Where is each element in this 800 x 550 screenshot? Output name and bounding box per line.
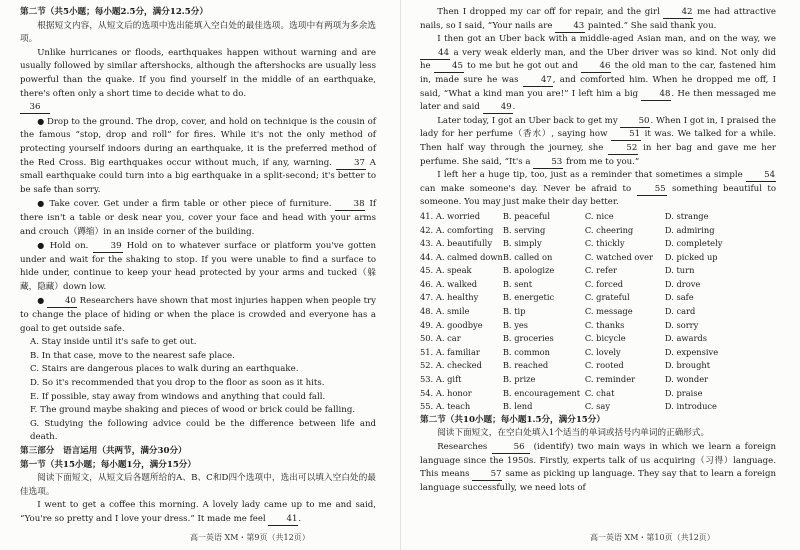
- choice-option: C. thanks: [584, 319, 625, 330]
- choice-option: C. thickly: [584, 238, 625, 249]
- section1-title: 第一节（共15小题；每小题1分，满分15分）: [20, 459, 196, 470]
- choice-option: D. sorry: [664, 319, 699, 330]
- passage-intro: Unlike hurricanes or floods, earthquakes happen without warning and are usually followed by similar aftershocks, although the aftershocks are usually less powerful than the quake. If you find yourself in the middle of an earthquake, there's often only a short time to decide what to do.: [20, 47, 376, 99]
- choice-option: B. yes: [502, 319, 529, 330]
- choice-option: 49. A. goodbye: [420, 319, 483, 330]
- choice-option: 43. A. beautifully: [420, 238, 493, 249]
- choice-option: B. energetic: [502, 292, 555, 303]
- choice-option: D. introduce: [664, 401, 717, 412]
- blank-47: 47: [523, 75, 553, 87]
- choice-option: D. drove: [664, 278, 701, 289]
- choice-option: 45. A. speak: [420, 265, 472, 276]
- choice-row: [420, 291, 776, 305]
- blank-57: 57: [472, 469, 502, 481]
- choice-option: C. bicycle: [584, 333, 626, 344]
- choice-option: B. sent: [502, 278, 533, 289]
- bullet-icon: ●: [37, 116, 45, 126]
- choice-option: 54. A. honor: [420, 387, 472, 398]
- choice-row: [420, 400, 776, 414]
- choice-option: B. reached: [502, 360, 549, 371]
- choice-option: 41. A. worried: [420, 210, 481, 221]
- paragraph-research: ● 40 Researchers have shown that most injuries happen when people try to change the place of hiding or when the place is crowded and everyone has a goal to get outside safe.: [20, 296, 376, 334]
- blank-48: 48: [641, 89, 671, 101]
- blank-36: 36: [20, 102, 50, 114]
- choice-option: 50. A. car: [420, 333, 461, 344]
- blank-52: 52: [608, 143, 638, 155]
- blank-49: 49: [483, 102, 513, 114]
- option-c: C. Stairs are dangerous places to walk during an earthquake.: [30, 364, 299, 375]
- choice-option: 48. A. smile: [420, 306, 470, 317]
- section2b-title: 第二节（共10小题；每小题1.5分，满分15分）: [420, 414, 605, 425]
- choice-option: C. forced: [584, 278, 624, 289]
- story-paragraph-1: Then I dropped my car off for repair, and the girl 42 me had attractive nails, so I said, “Your nails are 43 painted.” She said thank you.: [420, 7, 776, 31]
- choice-option: 51. A. familiar: [420, 346, 480, 357]
- page-divider: [400, 0, 401, 550]
- blank-44: 44: [420, 48, 450, 60]
- choice-row: [420, 319, 776, 333]
- choice-option: 44. A. calmed down: [420, 251, 503, 262]
- choice-option: D. brought: [664, 360, 711, 371]
- choice-option: D. card: [664, 306, 696, 317]
- option-g: G. Studying the following advice could be the difference between life and death.: [30, 418, 376, 443]
- option-b: B. In that case, move to the nearest safe place.: [30, 350, 235, 361]
- choice-option: D. admiring: [664, 224, 715, 235]
- right-page-footer: 高一英语 XM・第10页（共12页）: [590, 533, 715, 542]
- choice-option: C. cheering: [584, 224, 634, 235]
- option-e: E. If possible, stay away from windows and anything that could fall.: [30, 391, 326, 402]
- choice-option: C. lovely: [584, 346, 621, 357]
- choice-option: B. peaceful: [502, 210, 550, 221]
- paragraph-drop: ● Drop to the ground. The drop, cover, and hold on technique is the cousin of the famous “stop, drop and roll” for fires. While it's not the only method of protecting yourself indoors during an earthquake, it is the preferred method of the Red Cross. Big earthquakes occur without much, if any, warning. 37 A small earthquake could turn into a big earthquake in a split-second; it's better to be safe than sorry.: [20, 116, 377, 195]
- choice-option: D. awards: [664, 333, 707, 344]
- choice-option: 47. A. healthy: [420, 292, 479, 303]
- choice-option: 52. A. checked: [420, 360, 482, 371]
- choice-option: B. common: [502, 346, 550, 357]
- choice-row: [420, 224, 776, 238]
- bullet-icon: ●: [37, 241, 46, 251]
- choice-option: B. apologize: [502, 265, 555, 276]
- blank-50: 50: [620, 116, 650, 128]
- choice-option: C. chat: [584, 387, 615, 398]
- blank-56: 56: [492, 442, 530, 454]
- choice-row: [420, 305, 776, 319]
- section2b-instructions: 阅读下面短文，在空白处填入1个适当的单词或括号内单词的正确形式。: [437, 428, 710, 439]
- choice-row: [420, 278, 776, 292]
- choice-row: [420, 373, 776, 387]
- story-paragraph-4: I left her a huge tip, too, just as a reminder that sometimes a simple 54 can make someone's day. Never be afraid to 55 something beautiful to someone. You may just make their day better.: [420, 170, 777, 208]
- choice-option: C. watched over: [584, 251, 653, 262]
- blank-38: 38: [335, 199, 365, 211]
- blank-43: 43: [555, 21, 585, 33]
- choice-option: D. wonder: [664, 374, 709, 385]
- right-page: [420, 6, 776, 495]
- left-page: [20, 6, 376, 527]
- choice-option: D. turn: [664, 265, 695, 276]
- paragraph-cover: ● Take cover. Get under a firm table or other piece of furniture. 38 If there isn't a table or desk near you, cover your face and head with your arms and crouch（蹲缩）in an inside corner of the building.: [20, 199, 377, 237]
- choice-option: 55. A. teach: [420, 401, 471, 412]
- choice-row: [420, 237, 776, 251]
- choice-row: [420, 346, 776, 360]
- choice-option: C. message: [584, 306, 633, 317]
- bullet-icon: ●: [37, 296, 45, 306]
- paragraph-hold: ● Hold on. 39 Hold on to whatever surface or platform you've gotten under and wait for the shaking to stop. If you were unable to find a surface to hide under, continue to keep your head protected by your arms and tucked（躲藏，隐藏）down low.: [20, 241, 377, 292]
- choice-option: D. picked up: [664, 251, 718, 262]
- choice-option: C. refer: [584, 265, 617, 276]
- choice-option: D. safe: [664, 292, 694, 303]
- choice-option: C. say: [584, 401, 611, 412]
- blank-45: 45: [434, 61, 464, 73]
- grammar-passage: Researches 56 (identify) two main ways in which we learn a foreign language since the 1950s. Firstly, experts talk of us acquiring（习得）language. This means 57 same as picking up language. They say that to learn a foreign language successfully, we need lots of: [420, 442, 777, 493]
- choice-row: [420, 359, 776, 373]
- choice-option: C. nice: [584, 210, 614, 221]
- choice-option: D. praise: [664, 387, 703, 398]
- choice-option: B. groceries: [502, 333, 554, 344]
- choice-option: C. reminder: [584, 374, 636, 385]
- choice-option: B. lend: [502, 401, 533, 412]
- choice-option: D. strange: [664, 210, 709, 221]
- choice-option: C. grateful: [584, 292, 630, 303]
- blank-53: 53: [533, 157, 563, 169]
- option-f: F. The ground maybe shaking and pieces of wood or brick could be falling.: [30, 405, 356, 416]
- blank-51: 51: [611, 129, 641, 141]
- option-list: [20, 336, 376, 445]
- blank-41: 41: [268, 514, 298, 526]
- choice-row: [420, 264, 776, 278]
- option-a: A. Stay inside until it's safe to get out.: [30, 337, 197, 348]
- section2-title: 第二节（共5小题；每小题2.5分，满分12.5分）: [20, 7, 208, 17]
- blank-39: 39: [93, 241, 123, 253]
- blank-37: 37: [336, 158, 366, 170]
- choice-row: [420, 251, 776, 265]
- choice-row: [420, 332, 776, 346]
- choice-option: 42. A. comforting: [420, 224, 494, 235]
- part3-title: 第三部分 语言运用（共两节，满分30分）: [20, 446, 187, 456]
- option-d: D. So it's recommended that you drop to the floor as soon as it hits.: [30, 378, 325, 389]
- choice-row: [420, 210, 776, 224]
- story-paragraph-2: I then got an Uber back with a middle-aged Asian man, and on the way, we 44 a very weak elderly man, and the Uber driver was so kind. Not only did he 45 to me but he got out and 46 the old man to the car, fastened him in, made sure he was 47, and comforted him. When he dropped me off, I said, “What a kind man you are!” I left him a big 48. He then messaged me later and said 49.: [420, 34, 777, 113]
- blank-40: 40: [47, 296, 77, 308]
- section1-instructions: 阅读下面短文，从短文后各题所给的A、B、C和D四个选项中，选出可以填入空白处的最佳选项。: [20, 473, 376, 497]
- choice-row: [420, 387, 776, 401]
- section2-instructions: 根据短文内容，从短文后的选项中选出能填入空白处的最佳选项。选项中有两项为多余选项。: [20, 20, 376, 45]
- choice-option: B. serving: [502, 224, 546, 235]
- choice-option: D. expensive: [664, 346, 719, 357]
- choice-option: D. completely: [664, 238, 723, 249]
- choice-option: B. simply: [502, 238, 542, 249]
- choice-option: 53. A. gift: [420, 374, 462, 385]
- blank-36-line: [20, 101, 376, 115]
- bullet-icon: ●: [37, 199, 46, 209]
- choice-option: C. rooted: [584, 360, 624, 371]
- choice-option: B. tip: [502, 306, 526, 317]
- choices-table: [420, 210, 776, 414]
- left-page-footer: 高一英语 XM・第9页（共12页）: [190, 533, 310, 542]
- choice-option: B. prize: [502, 374, 536, 385]
- choice-option: B. encouragement: [502, 387, 581, 398]
- story-paragraph-3: Later today, I got an Uber back to get my 50. When I got in, I praised the lady for her perfume（香水）, saying how 51 it was. We talked for a while. Then half way through the journey, she 52 in her bag and gave me her perfume. She said, “It's a 53 from me to you.”: [420, 115, 777, 167]
- story-intro: I went to get a coffee this morning. A lovely lady came up to me and said, “You're so pretty and I love your dress.” It made me feel 41.: [20, 500, 376, 524]
- choice-option: B. called on: [502, 251, 553, 262]
- blank-54: 54: [746, 170, 776, 182]
- blank-42: 42: [663, 7, 693, 19]
- blank-55: 55: [637, 184, 667, 196]
- choice-option: 46. A. walked: [420, 278, 478, 289]
- blank-46: 46: [581, 61, 611, 73]
